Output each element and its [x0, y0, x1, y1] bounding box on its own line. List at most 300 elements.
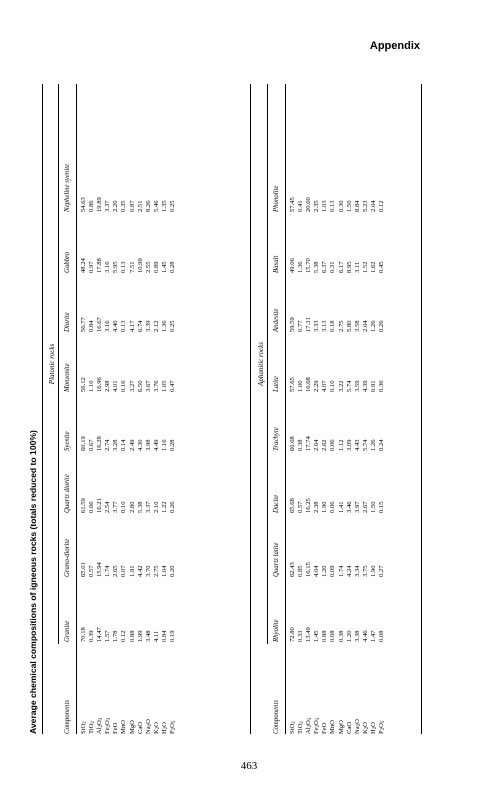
- table-cell: 0.41: [297, 200, 305, 212]
- table-cell: 48.24: [80, 258, 87, 273]
- table-cell: 1.52: [361, 261, 369, 273]
- table-cell: 0.88: [321, 630, 329, 642]
- formula-subscript: 2: [316, 725, 322, 728]
- formula-subscript: 2: [107, 725, 113, 728]
- table-cell: 1.05: [160, 380, 168, 392]
- component-formula: P: [378, 730, 386, 734]
- rock-column-header: Rhyolite: [273, 619, 280, 642]
- component-label: [104, 718, 112, 734]
- table-cell: 0.77: [297, 320, 305, 332]
- rock-value-column: [80, 197, 177, 212]
- rock-column-header: Quartz diorite: [64, 474, 71, 513]
- component-label: [137, 718, 145, 734]
- table-cell: 4.42: [136, 565, 144, 577]
- component-formula: CaO: [345, 721, 353, 734]
- table-cell: 3.75: [361, 565, 369, 577]
- component-formula: FeO: [112, 722, 120, 734]
- table-cell: 16.68: [305, 377, 313, 392]
- table-cell: 5.46: [152, 200, 160, 212]
- table-cell: 16.15: [305, 562, 313, 577]
- table-cell: 0.33: [297, 630, 305, 642]
- table-cell: 1.41: [337, 501, 345, 513]
- table-cell: 6.37: [321, 261, 329, 273]
- table-cell: 2.65: [112, 565, 120, 577]
- component-formula: Na: [144, 726, 152, 734]
- group-heading: Aphanitic rocks: [257, 342, 265, 386]
- component-label: [169, 718, 177, 734]
- rock-column-header: Gabbro: [64, 252, 71, 273]
- table-cell: 3.37: [104, 200, 112, 212]
- rock-value-column: [289, 197, 386, 212]
- table-cell: 62.43: [289, 562, 296, 577]
- table-cell: 0.36: [378, 380, 386, 392]
- table-cell: 0.28: [169, 261, 177, 273]
- component-formula: TiO: [88, 723, 96, 734]
- component-formula: Al: [305, 727, 313, 734]
- table-cell: 3.67: [144, 380, 152, 392]
- formula-subscript: 2: [292, 721, 297, 724]
- formula-tail: O: [353, 719, 361, 724]
- component-formula: TiO: [297, 723, 305, 734]
- table-cell: 3.59: [353, 380, 361, 392]
- rock-column-header: Andesite: [273, 308, 280, 332]
- table-cell: 0.87: [128, 200, 136, 212]
- component-label: [88, 718, 96, 734]
- table-cell: 5.23: [361, 200, 369, 212]
- table-cell: 0.10: [329, 380, 337, 392]
- component-formula: Fe: [104, 727, 112, 734]
- table-cell: 54.63: [80, 197, 87, 212]
- component-label: [346, 718, 354, 734]
- table-cell: 1.10: [88, 380, 96, 392]
- table-cell: 56.77: [80, 317, 87, 332]
- table-cell: 0.66: [88, 501, 96, 513]
- formula-subscript: 2: [83, 721, 88, 724]
- table-cell: 2.54: [104, 501, 112, 513]
- table-cell: 3.97: [353, 501, 361, 513]
- table-cell: 0.89: [152, 261, 160, 273]
- table-cell: 2.98: [104, 380, 112, 392]
- table-cell: 2.12: [152, 320, 160, 332]
- table-cell: 1.36: [297, 261, 305, 273]
- table-cell: 2.35: [313, 200, 321, 212]
- formula-subscript: 3: [99, 717, 105, 721]
- table-cell: 2.67: [361, 501, 369, 513]
- rock-column-header: Syenite: [64, 431, 71, 451]
- table-cell: 2.75: [152, 565, 160, 577]
- rock-value-column: [80, 377, 177, 392]
- table-cell: 0.06: [329, 501, 337, 513]
- formula-tail: O: [369, 722, 377, 727]
- table-cell: 3.48: [144, 630, 152, 642]
- component-label: [329, 718, 337, 734]
- table-cell: 0.25: [169, 200, 177, 212]
- component-label: [289, 718, 297, 734]
- table-cell: 0.06: [329, 439, 337, 451]
- component-label: [153, 718, 161, 734]
- table-cell: 3.34: [353, 565, 361, 577]
- component-label: [338, 718, 346, 734]
- table-cell: 5.95: [112, 261, 120, 273]
- table-cell: 15.70: [305, 258, 313, 273]
- component-formula: Na: [353, 726, 361, 734]
- table-cell: 6.17: [337, 261, 345, 273]
- formula-subscript: 2: [300, 721, 306, 724]
- formula-subscript: 3: [107, 717, 113, 721]
- table-cell: 2.64: [313, 439, 321, 451]
- section-title: Appendix: [369, 40, 420, 52]
- table-cell: 49.06: [289, 258, 296, 273]
- table-cell: 0.31: [329, 261, 337, 273]
- component-label: [354, 718, 362, 734]
- table-cell: 0.35: [120, 200, 128, 212]
- table-cell: 8.84: [353, 200, 361, 212]
- table-cell: 3.70: [144, 565, 152, 577]
- table-cell: 57.45: [289, 197, 296, 212]
- table-cell: 1.45: [313, 630, 321, 642]
- table-cell: 1.22: [160, 501, 168, 513]
- component-label: [112, 718, 120, 734]
- component-formula: K: [152, 729, 160, 734]
- formula-subscript: 2: [172, 727, 178, 731]
- table-cell: 57.65: [289, 377, 296, 392]
- group-underline: [58, 84, 59, 644]
- table-cell: 3.16: [104, 261, 112, 273]
- component-formula: H: [369, 729, 377, 734]
- table-cell: 3.98: [144, 439, 152, 451]
- table-cell: 5.74: [361, 439, 369, 451]
- table-cell: 16.67: [96, 317, 104, 332]
- rock-column-header: Trachyte: [273, 427, 280, 451]
- formula-tail: O: [361, 722, 369, 727]
- page-number: 463: [240, 760, 258, 772]
- rock-column-header: Quartz latite: [273, 542, 280, 577]
- table-cell: 2.29: [313, 380, 321, 392]
- table-cell: 65.01: [80, 562, 87, 577]
- rock-column-header: Dacite: [273, 494, 280, 513]
- table-cell: 3.28: [112, 439, 120, 451]
- formula-subscript: 5: [172, 720, 178, 724]
- table-cell: 4.24: [345, 565, 353, 577]
- table-cell: 1.12: [337, 439, 345, 451]
- table-cell: 0.47: [169, 380, 177, 392]
- table-cell: 1.91: [128, 565, 136, 577]
- table-cell: 16.28: [96, 436, 104, 451]
- table-cell: 3.13: [321, 320, 329, 332]
- middle-rule: [250, 84, 251, 734]
- table-cell: 0.38: [337, 630, 345, 642]
- table-cell: 3.46: [345, 501, 353, 513]
- formula-subscript: 2: [372, 726, 378, 730]
- table-cell: 10.99: [136, 258, 144, 273]
- table-cell: 0.09: [329, 565, 337, 577]
- table-cell: 16.21: [96, 498, 104, 513]
- table-cell: 4.46: [361, 630, 369, 642]
- table-cell: 4.01: [112, 380, 120, 392]
- table-cell: 4.43: [353, 439, 361, 451]
- formula-tail: O: [104, 720, 112, 725]
- table-cell: 1.00: [297, 380, 305, 392]
- table-cell: 70.18: [80, 627, 87, 642]
- rock-value-column: [80, 258, 177, 273]
- table-cell: 4.30: [136, 439, 144, 451]
- formula-subscript: 2: [155, 726, 161, 730]
- table-cell: 1.50: [369, 501, 377, 513]
- table-cell: 0.38: [297, 439, 305, 451]
- table-cell: 1.99: [136, 630, 144, 642]
- rock-value-column: [289, 498, 386, 513]
- formula-subscript: 2: [99, 725, 105, 728]
- table-cell: 0.18: [329, 320, 337, 332]
- table-cell: 3.37: [144, 501, 152, 513]
- table-cell: 5.74: [345, 380, 353, 392]
- table-title: Average chemical compositions of igneous rocks (totals reduced to 100%): [28, 430, 38, 734]
- table-cell: 0.84: [88, 320, 96, 332]
- table-cell: 6.74: [136, 320, 144, 332]
- table-cell: 2.04: [361, 320, 369, 332]
- component-formula: MnO: [120, 720, 128, 734]
- formula-subscript: 2: [163, 726, 169, 730]
- column-header-row: [63, 84, 73, 734]
- table-cell: 0.85: [297, 565, 305, 577]
- component-label: [378, 718, 386, 734]
- table-cell: 0.26: [169, 501, 177, 513]
- table-cell: 4.17: [128, 320, 136, 332]
- table-cell: 1.36: [160, 320, 168, 332]
- table-cell: 2.62: [321, 439, 329, 451]
- rock-value-column: [80, 436, 177, 451]
- components-header: Components: [64, 700, 71, 734]
- group-underline: [267, 84, 268, 644]
- table-cell: 0.45: [378, 261, 386, 273]
- table-cell: 0.12: [378, 200, 386, 212]
- table-cell: 7.51: [128, 261, 136, 273]
- rock-column-header: Nepheline syenite: [64, 163, 71, 212]
- table-cell: 1.57: [104, 630, 112, 642]
- components-column: [289, 718, 386, 734]
- table-cell: 5.80: [345, 320, 353, 332]
- table-cell: 5.38: [136, 501, 144, 513]
- component-formula: MgO: [337, 720, 345, 734]
- table-cell: 1.78: [112, 630, 120, 642]
- rock-value-column: [289, 436, 386, 451]
- component-formula: SiO: [80, 723, 87, 734]
- rock-column-header: Monzonite: [64, 363, 71, 392]
- table-cell: 2.80: [128, 501, 136, 513]
- rock-value-column: [80, 562, 177, 577]
- table-cell: 0.26: [378, 320, 386, 332]
- table-cell: 1.26: [369, 320, 377, 332]
- group-heading: Plutonic rocks: [48, 343, 56, 385]
- table-cell: 3.09: [345, 439, 353, 451]
- rock-column-header: Latite: [273, 376, 280, 392]
- table-cell: 2.51: [136, 200, 144, 212]
- table-cell: 16.96: [96, 377, 104, 392]
- formula-tail: O: [169, 723, 177, 728]
- rock-column-header: Diorite: [64, 312, 71, 332]
- table-cell: 3.77: [112, 501, 120, 513]
- component-label: [80, 718, 88, 734]
- table-cell: 1.45: [160, 261, 168, 273]
- table-cell: 3.39: [144, 320, 152, 332]
- component-label: [161, 718, 169, 734]
- table-cell: 60.68: [289, 436, 296, 451]
- formula-subscript: 3: [316, 717, 322, 721]
- table-cell: 1.03: [321, 200, 329, 212]
- table-cell: 65.68: [289, 498, 296, 513]
- rock-value-column: [80, 498, 177, 513]
- header-rule: [76, 84, 77, 734]
- table-cell: 0.20: [169, 565, 177, 577]
- formula-tail: O: [96, 720, 104, 725]
- table-cell: 0.28: [169, 439, 177, 451]
- table-cell: 14.47: [96, 627, 104, 642]
- rock-column-header: Phonolite: [273, 185, 280, 212]
- formula-tail: O: [160, 722, 168, 727]
- table-cell: 1.74: [104, 565, 112, 577]
- table-cell: 4.04: [313, 565, 321, 577]
- table-cell: 19.89: [96, 197, 104, 212]
- table-cell: 0.10: [120, 501, 128, 513]
- component-formula: Al: [96, 727, 104, 734]
- formula-subscript: 2: [147, 723, 153, 727]
- table-cell: 0.15: [378, 501, 386, 513]
- table-cell: 0.27: [378, 565, 386, 577]
- table-cell: 60.19: [80, 436, 87, 451]
- table-cell: 2.74: [104, 439, 112, 451]
- formula-tail: O: [305, 720, 313, 725]
- rock-value-column: [289, 258, 386, 273]
- table-cell: 2.55: [144, 261, 152, 273]
- formula-subscript: 3: [308, 717, 314, 721]
- table-cell: 1.04: [160, 565, 168, 577]
- table-cell: 2.75: [337, 320, 345, 332]
- components-header: Components: [273, 700, 280, 734]
- composition-table: [28, 84, 428, 734]
- table-cell: 17.88: [96, 258, 104, 273]
- table-cell: 0.25: [169, 320, 177, 332]
- rock-column-header: Basalt: [273, 255, 280, 273]
- component-label: [129, 718, 137, 734]
- table-cell: 15.94: [96, 562, 104, 577]
- table-cell: 0.24: [378, 439, 386, 451]
- formula-tail: O: [313, 720, 321, 725]
- formula-subscript: 5: [381, 720, 387, 724]
- table-cell: 2.38: [313, 501, 321, 513]
- table-cell: 1.90: [369, 565, 377, 577]
- rock-value-column: [80, 317, 177, 332]
- formula-tail: O: [144, 719, 152, 724]
- component-label: [370, 718, 378, 734]
- table-cell: 3.33: [313, 320, 321, 332]
- table-cell: 3.27: [128, 380, 136, 392]
- formula-tail: O: [152, 722, 160, 727]
- bottom-rule: [421, 84, 422, 734]
- component-label: [321, 718, 329, 734]
- table-cell: 8.26: [144, 200, 152, 212]
- table-cell: 3.38: [353, 630, 361, 642]
- table-cell: 0.14: [120, 439, 128, 451]
- rock-column-header: Grano-diorite: [64, 538, 71, 577]
- component-formula: Fe: [313, 727, 321, 734]
- component-label: [145, 718, 153, 734]
- formula-tail: O: [378, 723, 386, 728]
- table-cell: 0.91: [369, 380, 377, 392]
- table-cell: 16.25: [305, 498, 313, 513]
- table-cell: 3.76: [152, 380, 160, 392]
- table-cell: 3.58: [353, 320, 361, 332]
- table-cell: 20.60: [305, 197, 313, 212]
- table-cell: 4.07: [321, 380, 329, 392]
- table-cell: 1.50: [345, 200, 353, 212]
- table-cell: 4.11: [152, 630, 160, 642]
- table-cell: 5.38: [313, 261, 321, 273]
- table-cell: 0.13: [120, 320, 128, 332]
- table-cell: 2.04: [369, 200, 377, 212]
- component-formula: CaO: [136, 721, 144, 734]
- rock-column-header: Granite: [64, 620, 71, 642]
- table-cell: 0.16: [120, 380, 128, 392]
- formula-subscript: 2: [364, 726, 370, 730]
- rock-value-column: [80, 627, 177, 642]
- table-cell: 1.35: [160, 200, 168, 212]
- table-cell: 0.13: [329, 200, 337, 212]
- formula-subscript: 2: [356, 723, 362, 727]
- rock-value-column: [289, 627, 386, 642]
- component-label: [297, 718, 305, 734]
- table-cell: 4.39: [361, 380, 369, 392]
- table-cell: 4.49: [152, 439, 160, 451]
- component-formula: H: [160, 729, 168, 734]
- table-cell: 6.50: [136, 380, 144, 392]
- component-label: [305, 718, 313, 734]
- table-cell: 1.26: [369, 439, 377, 451]
- header-rule: [285, 84, 286, 734]
- component-formula: P: [169, 730, 177, 734]
- table-cell: 0.08: [329, 630, 337, 642]
- table-cell: 1.16: [160, 439, 168, 451]
- component-formula: MnO: [329, 720, 337, 734]
- component-label: [96, 718, 104, 734]
- table-cell: 1.20: [321, 565, 329, 577]
- table-cell: 1.90: [321, 501, 329, 513]
- data-block: [289, 84, 386, 734]
- component-label: [313, 718, 321, 734]
- table-cell: 0.67: [88, 439, 96, 451]
- component-formula: MgO: [128, 720, 136, 734]
- table-cell: 1.62: [369, 261, 377, 273]
- table-cell: 0.39: [88, 630, 96, 642]
- table-cell: 3.22: [337, 380, 345, 392]
- table-cell: 1.20: [345, 630, 353, 642]
- table-cell: 3.11: [353, 261, 361, 273]
- component-label: [362, 718, 370, 734]
- components-column: [80, 718, 177, 734]
- table-cell: 1.47: [369, 630, 377, 642]
- rock-value-column: [289, 317, 386, 332]
- formula-subscript: 2: [308, 725, 314, 728]
- table-cell: 8.95: [345, 261, 353, 273]
- table-cell: 72.80: [289, 627, 296, 642]
- formula-subscript: 2: [91, 721, 97, 724]
- formula-subscript: 2: [381, 727, 387, 731]
- table-cell: 0.08: [378, 630, 386, 642]
- table-cell: 17.74: [305, 436, 313, 451]
- component-formula: SiO: [289, 723, 296, 734]
- table-cell: 56.12: [80, 377, 87, 392]
- table-cell: 13.49: [305, 627, 313, 642]
- table-cell: 2.20: [112, 200, 120, 212]
